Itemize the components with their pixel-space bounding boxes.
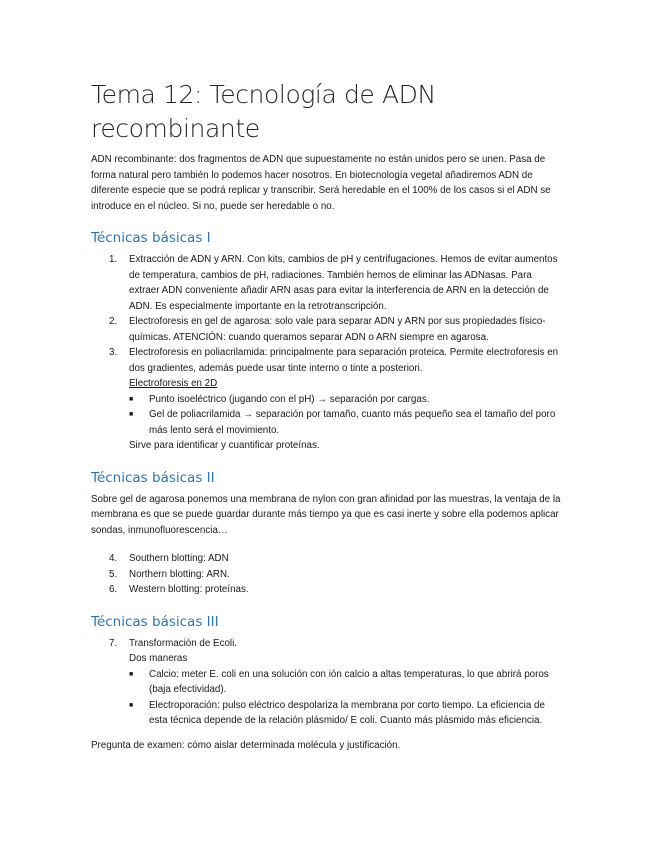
list-number: 5. (109, 568, 118, 580)
list-item-4 (91, 551, 561, 567)
bullet-icon: ■ (129, 411, 134, 418)
page-title (91, 78, 561, 146)
list-item-2 (91, 314, 561, 345)
list-item-text: Electroforesis en poliacrilamida: principalmente para separación proteica. Permite electroforesis en dos gradientes, además puede usar tinte interno o tinte a posteriori. (129, 347, 559, 374)
bullet-icon: ■ (129, 395, 134, 403)
section-2-list (91, 551, 561, 598)
subheading-2d: Electroforesis en 2D (129, 378, 218, 389)
list-number: 2. (109, 316, 118, 327)
list-item-text: Electroforesis en gel de agarosa: solo vale para separar ADN y ARN por sus propiedades físico-químicas. ATENCIÓN: cuando queramos separar ADN o ARN siempre en agarosa. (129, 316, 546, 343)
list-number: 7. (109, 637, 118, 649)
list-number: 6. (109, 584, 118, 595)
document-page (91, 78, 561, 753)
bullet-list-methods (129, 667, 561, 729)
list-item-6 (91, 582, 561, 598)
section-2-heading: Técnicas básicas II (91, 469, 215, 486)
list-item-3 (91, 345, 561, 454)
title-line-2: recombinante (91, 114, 260, 143)
list-item-text: Transformación de Ecoli. (129, 637, 237, 649)
bullet-item (129, 407, 561, 438)
bullet-list-2d (129, 392, 561, 439)
closing-text: Sirve para identificar y cuantificar proteínas. (129, 440, 320, 451)
section-2-intro: Sobre gel de agarosa ponemos una membrana de nylon con gran afinidad por las muestras, la ventaja de la membrana es que se puede guardar durante más tiempo ya que es casi inerte y sobre ella podemos aplicar sondas, inmunofluorescencia… (91, 493, 561, 536)
bullet-icon: ■ (129, 670, 134, 678)
section-1-list (91, 252, 561, 454)
list-item-text: Extracción de ADN y ARN. Con kits, cambios de pH y centrifugaciones. Hemos de evitar aumentos de temperatura, cambios de pH, radiaciones. También hemos de eliminar las ADNasas. Para extraer ADN conveniente añadir ARN asas para evitar la interferencia de ARN en la detección de ADN. Es especialmente importante en la retrotranscripción. (129, 254, 558, 312)
section-1-heading: Técnicas básicas I (91, 230, 211, 246)
section-3-list (91, 636, 561, 729)
list-item-7 (91, 636, 561, 729)
list-item-5 (91, 567, 561, 583)
list-number: 3. (109, 347, 118, 358)
list-number: 1. (109, 254, 118, 265)
bullet-item (129, 698, 561, 729)
bullet-icon: ■ (129, 701, 134, 709)
section-3-heading: Técnicas básicas III (91, 613, 219, 630)
sub-text: Dos maneras (129, 653, 188, 664)
list-item-1 (91, 252, 561, 314)
bullet-item (129, 392, 561, 408)
bullet-text: Calcio: meter E. coli en una solución con ión calcio a altas temperaturas, lo que abrirá poros (baja efectividad). (149, 668, 549, 695)
list-item-text: Southern blotting: ADN (129, 553, 229, 564)
exam-question: Pregunta de examen: cómo aislar determinada molécula y justificación. (91, 739, 401, 751)
bullet-text: Gel de poliacrilamida → separación por tamaño, cuanto más pequeño sea el tamaño del poro más lento será el movimiento. (149, 409, 556, 436)
intro-paragraph: ADN recombinante: dos fragmentos de ADN que supuestamente no están unidos pero se unen. Pasa de forma natural pero también lo podemos hacer nosotros. En biotecnología vegetal añadiremos ADN de diferente especie que se podrá replicar y transcribir. Será heredable en el 100% de los casos si el ADN se introduce en el núcleo. Si no, puede ser heredable o no. (91, 154, 551, 212)
list-item-text: Western blotting: proteínas. (129, 584, 249, 595)
bullet-text: Punto isoeléctrico (jugando con el pH) → separación por cargas. (149, 393, 430, 405)
title-line-1: Tema 12: Tecnología de ADN (91, 80, 436, 109)
bullet-item (129, 667, 561, 698)
list-number: 4. (109, 553, 118, 564)
list-item-text: Northern blotting: ARN. (129, 568, 230, 580)
bullet-text: Electroporación: pulso eléctrico despolariza la membrana por corto tiempo. La eficiencia de esta técnica depende de la relación plásmido/ E coli. Cuanto más plásmido más eficiencia. (149, 699, 545, 726)
